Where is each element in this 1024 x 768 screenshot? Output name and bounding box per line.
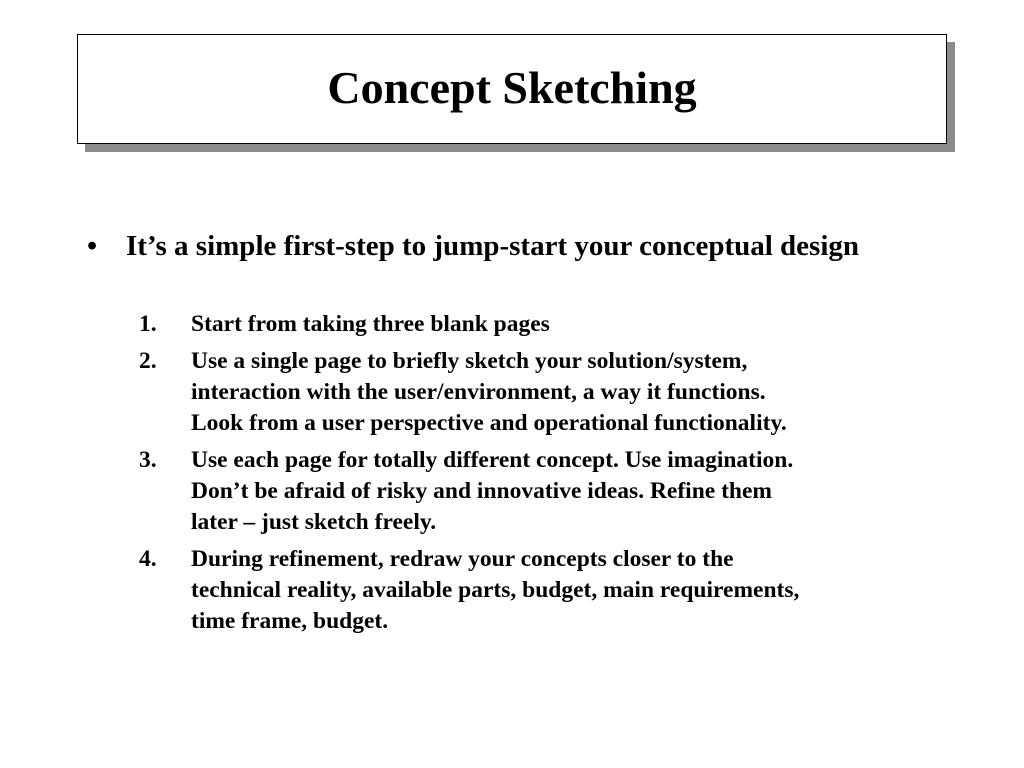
list-item-text: Start from taking three blank pages	[191, 311, 550, 337]
list-item-4	[139, 544, 959, 637]
list-item-1	[139, 309, 959, 340]
list-item-number: 3.	[139, 447, 157, 473]
slide-title: Concept Sketching	[327, 62, 697, 113]
list-item-number: 2.	[139, 348, 157, 374]
list-item-3	[139, 445, 959, 538]
list-item-text: Use a single page to briefly sketch your solution/system, interaction with the user/environment, a way it functions. Look from a user perspective and operational functionality.	[191, 348, 787, 436]
bullet-item	[87, 228, 917, 264]
bullet-icon: •	[87, 230, 98, 262]
list-item-text: Use each page for totally different concept. Use imagination. Don’t be afraid of risky and innovative ideas. Refine them later – just sketch freely.	[191, 447, 794, 535]
list-item-text: During refinement, redraw your concepts closer to the technical reality, available parts, budget, main requirements, time frame, budget.	[191, 546, 800, 634]
list-item-number: 1.	[139, 311, 157, 337]
numbered-list	[139, 309, 959, 643]
bullet-text: It’s a simple first-step to jump-start your conceptual design	[126, 230, 860, 262]
list-item-2	[139, 346, 959, 439]
title-box	[77, 34, 947, 144]
list-item-number: 4.	[139, 546, 157, 572]
